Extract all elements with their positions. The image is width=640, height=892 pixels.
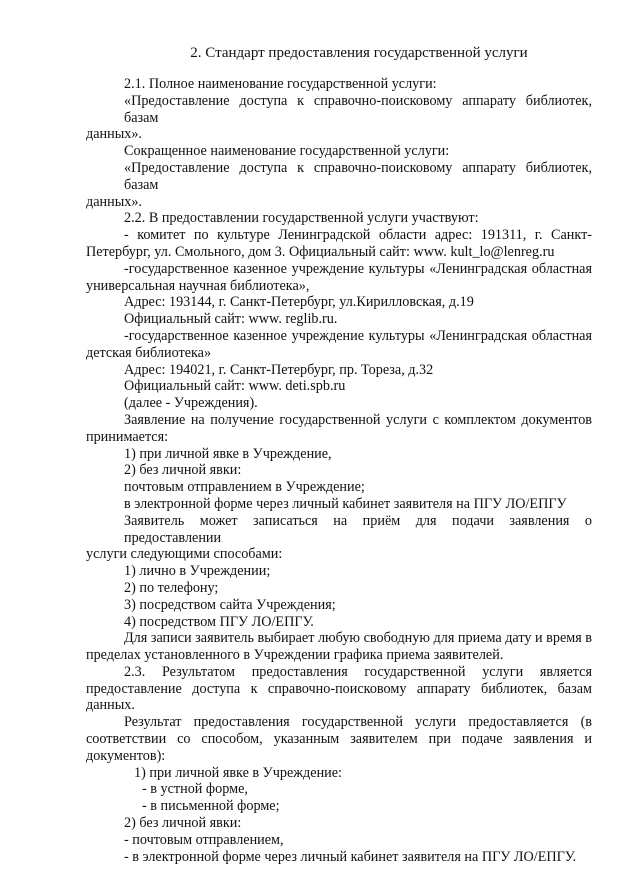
text-line: детская библиотека»: [86, 344, 212, 361]
text-line: 3) посредством сайта Учреждения;: [124, 596, 336, 613]
text-line: - в письменной форме;: [142, 798, 280, 815]
text-line: почтовым отправлением в Учреждение;: [124, 479, 365, 496]
text-line: (далее - Учреждения).: [124, 395, 258, 412]
text-line: - в устной форме,: [142, 781, 248, 798]
text-line: 1) при личной явке в Учреждение:: [134, 764, 342, 781]
text-line: 2) без личной явки:: [124, 815, 242, 832]
text-line: 2) по телефону;: [124, 579, 219, 596]
text-line: Официальный сайт: www. deti.spb.ru: [124, 378, 346, 395]
text-line: соответствии со способом, указанным заявителем при подаче заявления и: [86, 731, 592, 748]
text-line: 2) без личной явки:: [124, 462, 242, 479]
text-line: Петербург, ул. Смольного, дом 3. Официальный сайт: www. kult_lo@lenreg.ru: [86, 243, 555, 260]
text-line: предоставление доступа к справочно-поисковому аппарату библиотек, базам: [86, 680, 592, 697]
text-line: данных.: [86, 697, 135, 714]
text-line: 1) при личной явке в Учреждение,: [124, 445, 332, 462]
section-title: 2. Стандарт предоставления государственной услуги: [190, 45, 528, 61]
text-line: «Предоставление доступа к справочно-поисковому аппарату библиотек, базам: [124, 92, 592, 126]
text-line: 2.2. В предоставлении государственной услуги участвуют:: [124, 210, 479, 227]
text-line: «Предоставление доступа к справочно-поисковому аппарату библиотек, базам: [124, 159, 592, 193]
text-line: принимается:: [86, 428, 169, 445]
text-line: -государственное казенное учреждение культуры «Ленинградская областная: [124, 327, 592, 344]
text-line: 1) лично в Учреждении;: [124, 563, 271, 580]
text-line: 2.1. Полное наименование государственной услуги:: [124, 76, 437, 92]
text-line: Сокращенное наименование государственной услуги:: [124, 143, 450, 160]
text-line: услуги следующими способами:: [86, 546, 283, 563]
text-line: - почтовым отправлением,: [124, 831, 284, 848]
text-line: -государственное казенное учреждение культуры «Ленинградская областная: [124, 260, 592, 277]
text-line: Для записи заявитель выбирает любую свободную для приема дату и время в: [124, 630, 592, 647]
text-line: пределах установленного в Учреждении графика приема заявителей.: [86, 647, 504, 664]
text-line: Адрес: 193144, г. Санкт-Петербург, ул.Кирилловская, д.19: [124, 294, 474, 311]
text-line: данных».: [86, 193, 142, 210]
text-line: Результат предоставления государственной услуги предоставляется (в: [124, 714, 592, 731]
text-line: 4) посредством ПГУ ЛО/ЕПГУ.: [124, 613, 314, 630]
text-line: универсальная научная библиотека»,: [86, 277, 310, 294]
text-line: Адрес: 194021, г. Санкт-Петербург, пр. Тореза, д.32: [124, 361, 434, 378]
text-line: Официальный сайт: www. reglib.ru.: [124, 311, 338, 328]
text-line: - в электронной форме через личный кабинет заявителя на ПГУ ЛО/ЕПГУ.: [124, 848, 577, 865]
text-line: 2.3. Результатом предоставления государственной услуги является: [124, 663, 592, 680]
text-line: документов):: [86, 747, 166, 764]
text-line: Заявитель может записаться на приём для подачи заявления о предоставлении: [124, 512, 592, 546]
text-line: данных».: [86, 126, 142, 143]
text-line: - комитет по культуре Ленинградской области адрес: 191311, г. Санкт-: [124, 227, 592, 244]
text-line: Заявление на получение государственной услуги с комплектом документов: [124, 411, 592, 428]
text-line: в электронной форме через личный кабинет заявителя на ПГУ ЛО/ЕПГУ: [124, 495, 567, 512]
